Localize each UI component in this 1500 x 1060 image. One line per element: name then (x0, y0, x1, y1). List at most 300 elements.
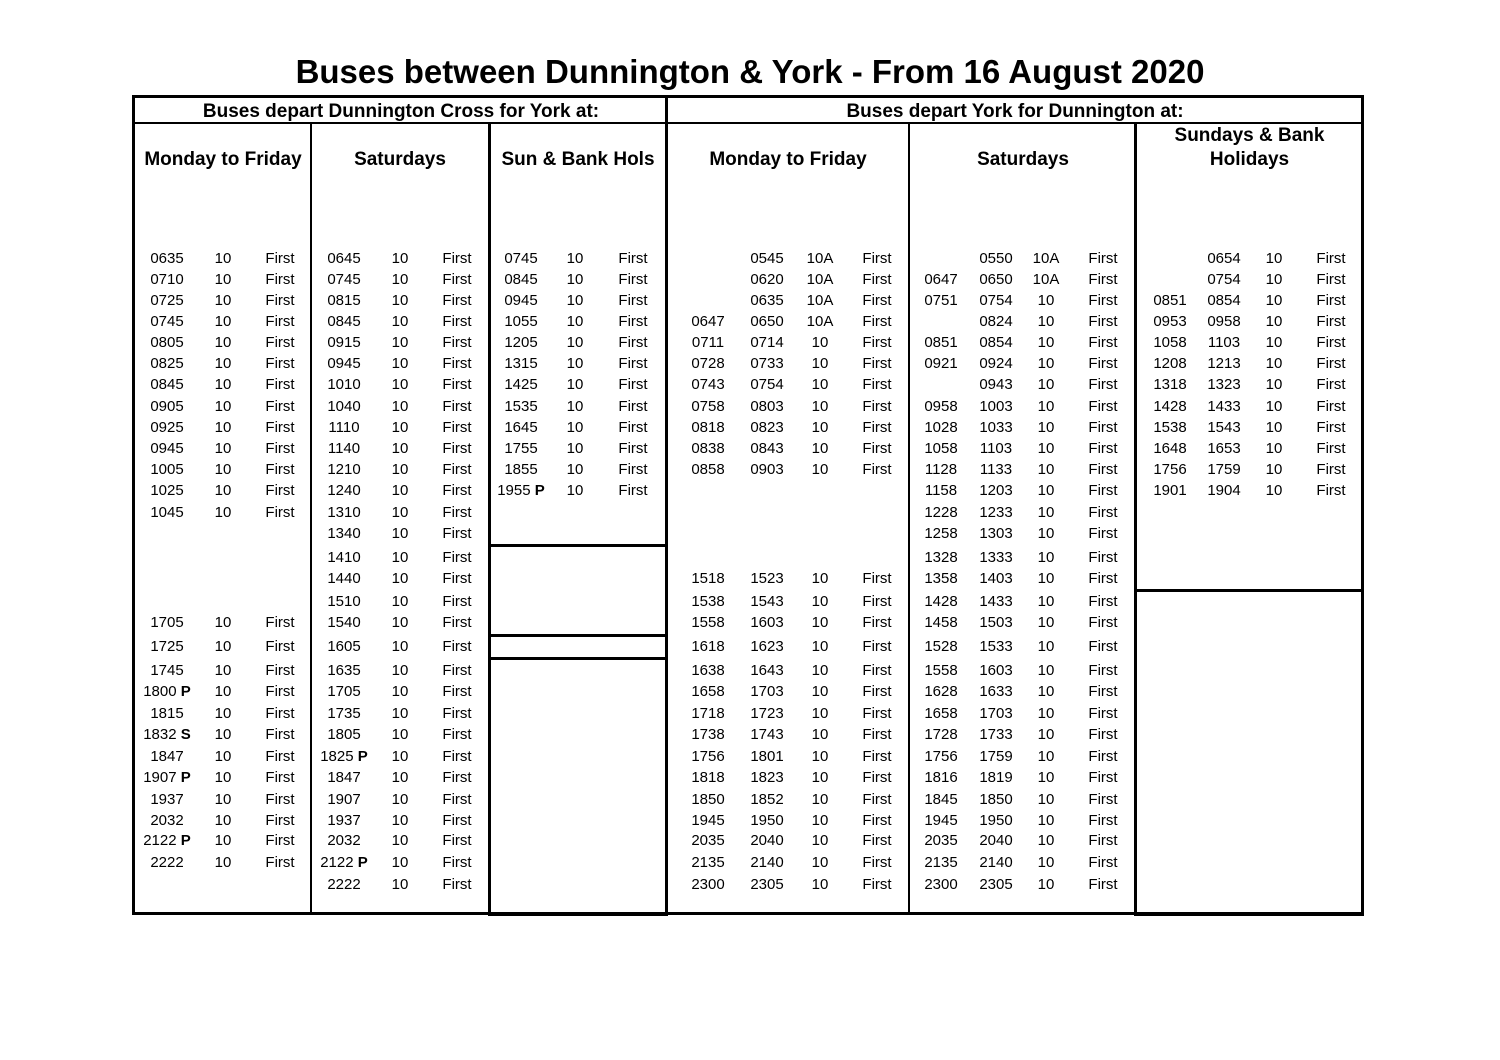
york-sat-merchantgate-time: 1003 (979, 398, 1013, 415)
dun-mf-operator: First (265, 705, 295, 722)
york-sat-route: 10 (1037, 614, 1055, 631)
york-sun-route: 10 (1265, 461, 1283, 478)
dun-mf-time-value: 0845 (150, 376, 184, 393)
york-sat-merchantgate-time: 0824 (979, 313, 1013, 330)
york-mf-rougier-time: 1756 (691, 748, 725, 765)
dun-mf-time (138, 249, 196, 269)
dun-sat-route: 10 (391, 525, 409, 542)
dun-sat-route: 10 (391, 570, 409, 587)
york-sat-route: 10 (1037, 876, 1055, 893)
york-mf-route: 10A (806, 250, 834, 267)
york-mf-route: 10 (811, 791, 829, 808)
dun-sat-route: 10 (391, 683, 409, 700)
dun-sat-time-value: 0645 (327, 250, 361, 267)
york-sat-merchantgate-time: 1033 (979, 419, 1013, 436)
york-mf-route: 10 (811, 570, 829, 587)
dun-mf-route: 10 (214, 376, 232, 393)
dun-sat-time-value: 0915 (327, 334, 361, 351)
dun-sun-time (491, 312, 551, 332)
dun-sun-time (491, 333, 551, 353)
dun-mf-operator: First (265, 334, 295, 351)
york-mf-operator: First (862, 593, 892, 610)
york-mf-route: 10 (811, 705, 829, 722)
dun-sun-route: 10 (566, 334, 584, 351)
york-mf-route: 10A (806, 292, 834, 309)
york-mf-route: 10 (811, 355, 829, 372)
york-sat-merchantgate-time: 1603 (979, 662, 1013, 679)
dun-sat-time (315, 613, 373, 633)
dun-mf-operator: First (265, 683, 295, 700)
york-sat-route: 10 (1037, 683, 1055, 700)
york-mf-operator: First (862, 440, 892, 457)
dun-sat-time (315, 637, 373, 657)
dun-sat-route: 10 (391, 662, 409, 679)
dun-mf-route: 10 (214, 440, 232, 457)
york-mf-rougier-time: 1638 (691, 662, 725, 679)
dun-mf-time-value: 0710 (150, 271, 184, 288)
dun-sun-time (491, 439, 551, 459)
dun-mf-time (138, 853, 196, 873)
dun-sat-operator: First (442, 570, 472, 587)
dun-sat-route: 10 (391, 419, 409, 436)
dun-sat-route: 10 (391, 832, 409, 849)
york-mf-route: 10 (811, 440, 829, 457)
dun-mf-operator: First (265, 313, 295, 330)
dun-mf-route: 10 (214, 398, 232, 415)
dun-mf-route: 10 (214, 769, 232, 786)
dun-sat-route: 10 (391, 461, 409, 478)
york-sat-merchantgate-time: 2305 (979, 876, 1013, 893)
dun-sat-route: 10 (391, 440, 409, 457)
dun-mf-time (138, 768, 196, 788)
york-mf-merchantgate-time: 1823 (750, 769, 784, 786)
dun-sun-time-value: 1955 (497, 482, 531, 499)
dun-sat-time-value: 1240 (327, 482, 361, 499)
york-sun-route: 10 (1265, 440, 1283, 457)
dun-mf-route: 10 (214, 748, 232, 765)
dun-mf-route: 10 (214, 504, 232, 521)
dun-sun-operator: First (618, 376, 648, 393)
dun-sun-time (491, 481, 551, 501)
dun-mf-route: 10 (214, 705, 232, 722)
york-sat-operator: First (1088, 705, 1118, 722)
dun-sat-time-value: 1340 (327, 525, 361, 542)
york-mf-operator: First (862, 705, 892, 722)
divider-york-mf-sat (908, 124, 910, 914)
dun-sat-route: 10 (391, 271, 409, 288)
dun-mf-time (138, 682, 196, 702)
dun-mf-route: 10 (214, 461, 232, 478)
dun-sat-time-value: 1040 (327, 398, 361, 415)
york-mf-rougier-time: 0858 (691, 461, 725, 478)
dun-sat-time (315, 270, 373, 290)
york-mf-rougier-time: 1658 (691, 683, 725, 700)
york-sat-rougier-time: 2035 (924, 832, 958, 849)
dun-sat-operator: First (442, 292, 472, 309)
dun-sat-operator: First (442, 683, 472, 700)
dun-sat-operator: First (442, 614, 472, 631)
york-sun-route: 10 (1265, 271, 1283, 288)
dun-sat-time (315, 569, 373, 589)
dun-sat-route: 10 (391, 705, 409, 722)
dun-mf-operator: First (265, 461, 295, 478)
york-mf-route: 10 (811, 593, 829, 610)
york-sat-operator: First (1088, 726, 1118, 743)
york-sat-merchantgate-time: 1303 (979, 525, 1013, 542)
york-sat-operator: First (1088, 250, 1118, 267)
york-mf-operator: First (862, 376, 892, 393)
york-mf-operator: First (862, 812, 892, 829)
york-sat-route: 10 (1037, 525, 1055, 542)
dun-mf-time-value: 2122 (143, 832, 177, 849)
dun-sun-time (491, 418, 551, 438)
york-mf-route: 10 (811, 334, 829, 351)
york-sun-route: 10 (1265, 376, 1283, 393)
divider-dun-mf-sat (310, 124, 312, 914)
york-sat-operator: First (1088, 683, 1118, 700)
york-mf-rougier-time: 0647 (691, 313, 725, 330)
dun-sat-route: 10 (391, 334, 409, 351)
york-sat-operator: First (1088, 614, 1118, 631)
dun-sun-time (491, 249, 551, 269)
york-mf-operator: First (862, 832, 892, 849)
york-mf-route: 10 (811, 638, 829, 655)
dun-sat-operator: First (442, 376, 472, 393)
dun-sun-route: 10 (566, 461, 584, 478)
dun-mf-time-value: 1725 (150, 638, 184, 655)
dun-mf-operator: First (265, 638, 295, 655)
york-sat-merchantgate-time: 1403 (979, 570, 1013, 587)
dun-mf-time (138, 613, 196, 633)
dun-sat-operator: First (442, 593, 472, 610)
dun-sat-time (315, 725, 373, 745)
dun-mf-operator: First (265, 376, 295, 393)
dun-mf-time (138, 503, 196, 523)
york-sat-rougier-time: 1756 (924, 748, 958, 765)
york-sat-merchantgate-time: 1850 (979, 791, 1013, 808)
dun-sat-time-value: 1110 (328, 419, 360, 436)
york-sun-rougier-time: 0953 (1153, 313, 1187, 330)
york-mf-operator: First (862, 791, 892, 808)
dun-sat-operator: First (442, 504, 472, 521)
york-sun-merchantgate-time: 1904 (1207, 482, 1241, 499)
york-mf-operator: First (862, 726, 892, 743)
dun-sat-route: 10 (391, 355, 409, 372)
york-sun-route: 10 (1265, 334, 1283, 351)
york-sat-merchantgate-time: 1133 (979, 461, 1013, 478)
york-mf-route: 10 (811, 769, 829, 786)
dun-sun-note-code: P (530, 482, 545, 499)
dun-sun-time-value: 1535 (504, 398, 538, 415)
york-sat-operator: First (1088, 398, 1118, 415)
dun-mf-note-code: P (176, 769, 191, 786)
york-mf-rougier-time: 1518 (691, 570, 725, 587)
dun-sun-time-value: 0845 (504, 271, 538, 288)
york-sat-rougier-time: 1158 (924, 482, 958, 499)
dun-sun-route: 10 (566, 419, 584, 436)
york-mf-route: 10 (811, 748, 829, 765)
york-sun-operator: First (1316, 313, 1346, 330)
section-header-from-york: Buses depart York for Dunnington at: (846, 101, 1184, 122)
dun-sat-route: 10 (391, 398, 409, 415)
york-sat-route: 10 (1037, 549, 1055, 566)
dun-sun-time-value: 1055 (504, 313, 538, 330)
york-mf-rougier-time: 0758 (691, 398, 725, 415)
dun-sat-operator: First (442, 876, 472, 893)
dun-sun-time (491, 354, 551, 374)
york-sat-rougier-time: 1028 (924, 419, 958, 436)
york-sat-route: 10 (1037, 398, 1055, 415)
dun-sun-route: 10 (566, 292, 584, 309)
york-mf-operator: First (862, 748, 892, 765)
dun-sat-operator: First (442, 854, 472, 871)
dun-mf-time-value: 1815 (150, 705, 184, 722)
york-sun-merchantgate-time: 1323 (1207, 376, 1241, 393)
york-sun-rougier-time: 1058 (1153, 334, 1187, 351)
dun-sat-operator: First (442, 812, 472, 829)
york-sat-operator: First (1088, 832, 1118, 849)
dun-sat-time (315, 524, 373, 544)
section-header-from-dunnington: Buses depart Dunnington Cross for York at: (202, 101, 600, 122)
dun-sun-operator: First (618, 440, 648, 457)
york-sat-rougier-time: 1328 (924, 549, 958, 566)
dun-sat-time (315, 790, 373, 810)
york-sat-rougier-time: 1816 (924, 769, 958, 786)
dun-sat-time-value: 1805 (327, 726, 361, 743)
york-sun-rougier-time: 1756 (1153, 461, 1187, 478)
york-sat-route: 10 (1037, 638, 1055, 655)
york-sat-merchantgate-time: 0754 (979, 292, 1013, 309)
york-sat-merchantgate-time: 0854 (979, 334, 1013, 351)
york-sat-rougier-time: 2300 (924, 876, 958, 893)
dun-mf-operator: First (265, 812, 295, 829)
york-mf-rougier-time: 2300 (691, 876, 725, 893)
dun-mf-route: 10 (214, 355, 232, 372)
york-mf-merchantgate-time: 0620 (750, 271, 784, 288)
dun-mf-time (138, 418, 196, 438)
york-sat-route: 10 (1037, 504, 1055, 521)
york-mf-merchantgate-time: 1852 (750, 791, 784, 808)
york-mf-route: 10A (806, 313, 834, 330)
group-header-dun-sat: Saturdays (354, 149, 446, 170)
york-sat-route: 10 (1037, 726, 1055, 743)
york-sun-rougier-time: 0851 (1153, 292, 1187, 309)
page-title: Buses between Dunnington & York - From 16 August 2020 (295, 53, 1205, 90)
dun-mf-operator: First (265, 748, 295, 765)
york-mf-operator: First (862, 662, 892, 679)
dun-mf-time-value: 0805 (150, 334, 184, 351)
dun-sat-operator: First (442, 662, 472, 679)
dun-sat-time-value: 0745 (327, 271, 361, 288)
dun-sat-time (315, 291, 373, 311)
york-sat-merchantgate-time: 0943 (979, 376, 1013, 393)
dun-sun-operator: First (618, 482, 648, 499)
dun-sat-time (315, 418, 373, 438)
york-sun-route: 10 (1265, 313, 1283, 330)
dun-sun-time (491, 397, 551, 417)
dun-mf-time (138, 439, 196, 459)
york-sat-operator: First (1088, 662, 1118, 679)
dun-sat-time (315, 768, 373, 788)
dun-sat-time (315, 811, 373, 831)
york-sun-merchantgate-time: 0754 (1207, 271, 1241, 288)
dun-sat-route: 10 (391, 748, 409, 765)
york-sat-operator: First (1088, 549, 1118, 566)
york-sun-rougier-time: 1428 (1153, 398, 1187, 415)
york-sat-operator: First (1088, 769, 1118, 786)
dun-mf-operator: First (265, 769, 295, 786)
york-sat-operator: First (1088, 292, 1118, 309)
york-sun-operator: First (1316, 292, 1346, 309)
disclaimer-box (1134, 589, 1364, 916)
dun-mf-time-value: 1907 (143, 769, 177, 786)
dun-mf-time (138, 637, 196, 657)
york-sat-rougier-time: 1128 (924, 461, 958, 478)
dun-sat-time-value: 1010 (327, 376, 361, 393)
dun-sat-time (315, 249, 373, 269)
dun-mf-operator: First (265, 250, 295, 267)
dun-mf-route: 10 (214, 726, 232, 743)
york-sat-operator: First (1088, 525, 1118, 542)
york-sat-operator: First (1088, 504, 1118, 521)
dun-mf-route: 10 (214, 419, 232, 436)
york-sat-route: 10 (1037, 376, 1055, 393)
dun-sat-note-code: P (353, 854, 368, 871)
york-mf-route: 10 (811, 376, 829, 393)
york-sun-merchantgate-time: 0958 (1207, 313, 1241, 330)
dun-sat-operator: First (442, 525, 472, 542)
york-mf-merchantgate-time: 2140 (750, 854, 784, 871)
york-sat-merchantgate-time: 1759 (979, 748, 1013, 765)
dun-mf-route: 10 (214, 271, 232, 288)
dun-sun-operator: First (618, 461, 648, 478)
dun-mf-operator: First (265, 482, 295, 499)
dun-sat-time-value: 0945 (327, 355, 361, 372)
york-sat-rougier-time: 1628 (924, 683, 958, 700)
dun-sat-operator: First (442, 313, 472, 330)
york-sat-merchantgate-time: 1819 (979, 769, 1013, 786)
york-sat-route: 10 (1037, 832, 1055, 849)
york-sat-operator: First (1088, 593, 1118, 610)
york-sun-merchantgate-time: 1213 (1207, 355, 1241, 372)
dun-sun-operator: First (618, 398, 648, 415)
dun-sat-time (315, 503, 373, 523)
york-mf-rougier-time: 1738 (691, 726, 725, 743)
york-mf-rougier-time: 1538 (691, 593, 725, 610)
york-sat-merchantgate-time: 2140 (979, 854, 1013, 871)
york-sat-rougier-time: 0851 (924, 334, 958, 351)
dun-mf-operator: First (265, 271, 295, 288)
york-mf-merchantgate-time: 2305 (750, 876, 784, 893)
york-sat-route: 10 (1037, 334, 1055, 351)
york-sat-rougier-time: 1458 (924, 614, 958, 631)
dun-mf-operator: First (265, 726, 295, 743)
dun-sat-operator: First (442, 549, 472, 566)
dun-mf-route: 10 (214, 832, 232, 849)
york-mf-merchantgate-time: 1801 (750, 748, 784, 765)
dun-sat-time (315, 375, 373, 395)
york-sat-merchantgate-time: 1503 (979, 614, 1013, 631)
york-mf-route: 10A (806, 271, 834, 288)
dun-sat-time-value: 1937 (327, 812, 361, 829)
group-header-york-sat: Saturdays (977, 149, 1069, 170)
york-sat-route: 10 (1037, 854, 1055, 871)
york-mf-operator: First (862, 398, 892, 415)
dun-mf-time-value: 1045 (150, 504, 184, 521)
york-mf-operator: First (862, 250, 892, 267)
york-sun-operator: First (1316, 355, 1346, 372)
york-sat-route: 10 (1037, 419, 1055, 436)
dun-sat-time (315, 831, 373, 851)
york-mf-route: 10 (811, 461, 829, 478)
dun-sat-route: 10 (391, 854, 409, 871)
dun-sat-time-value: 1210 (327, 461, 361, 478)
dun-sun-operator: First (618, 292, 648, 309)
york-mf-merchantgate-time: 1523 (750, 570, 784, 587)
york-sat-operator: First (1088, 570, 1118, 587)
york-sun-operator: First (1316, 419, 1346, 436)
dun-sat-time (315, 481, 373, 501)
dun-mf-time (138, 270, 196, 290)
york-sun-operator: First (1316, 482, 1346, 499)
york-sat-route: 10 (1037, 292, 1055, 309)
york-mf-merchantgate-time: 0903 (750, 461, 784, 478)
york-mf-route: 10 (811, 419, 829, 436)
york-sun-rougier-time: 1538 (1153, 419, 1187, 436)
york-mf-merchantgate-time: 1623 (750, 638, 784, 655)
york-mf-rougier-time: 2035 (691, 832, 725, 849)
dun-mf-operator: First (265, 292, 295, 309)
york-sun-merchantgate-time: 1543 (1207, 419, 1241, 436)
york-mf-route: 10 (811, 726, 829, 743)
dun-sun-operator: First (618, 271, 648, 288)
york-sat-rougier-time: 1428 (924, 593, 958, 610)
york-sun-operator: First (1316, 440, 1346, 457)
york-mf-rougier-time: 0838 (691, 440, 725, 457)
york-sat-merchantgate-time: 0924 (979, 355, 1013, 372)
dun-sun-time-value: 1315 (504, 355, 538, 372)
dun-sat-operator: First (442, 355, 472, 372)
york-mf-operator: First (862, 854, 892, 871)
dun-mf-operator: First (265, 662, 295, 679)
dun-sat-operator: First (442, 334, 472, 351)
york-mf-route: 10 (811, 812, 829, 829)
dun-sat-operator: First (442, 726, 472, 743)
york-sun-route: 10 (1265, 419, 1283, 436)
dun-mf-route: 10 (214, 662, 232, 679)
york-sat-merchantgate-time: 1633 (979, 683, 1013, 700)
york-mf-merchantgate-time: 1543 (750, 593, 784, 610)
dun-mf-operator: First (265, 440, 295, 457)
dun-sat-route: 10 (391, 876, 409, 893)
york-mf-rougier-time: 1718 (691, 705, 725, 722)
dun-sun-time-value: 1855 (504, 461, 538, 478)
dun-sat-time (315, 661, 373, 681)
dun-mf-route: 10 (214, 683, 232, 700)
dun-mf-route: 10 (214, 614, 232, 631)
york-sun-merchantgate-time: 1103 (1207, 334, 1241, 351)
dun-sat-time (315, 592, 373, 612)
york-sat-merchantgate-time: 1333 (979, 549, 1013, 566)
dun-sun-route: 10 (566, 250, 584, 267)
dun-sun-time-value: 0945 (504, 292, 538, 309)
york-mf-merchantgate-time: 0803 (750, 398, 784, 415)
york-mf-rougier-time: 1558 (691, 614, 725, 631)
york-sat-route: 10 (1037, 461, 1055, 478)
york-sat-rougier-time: 0958 (924, 398, 958, 415)
notes-box (488, 544, 668, 637)
header-divider (135, 122, 1364, 124)
